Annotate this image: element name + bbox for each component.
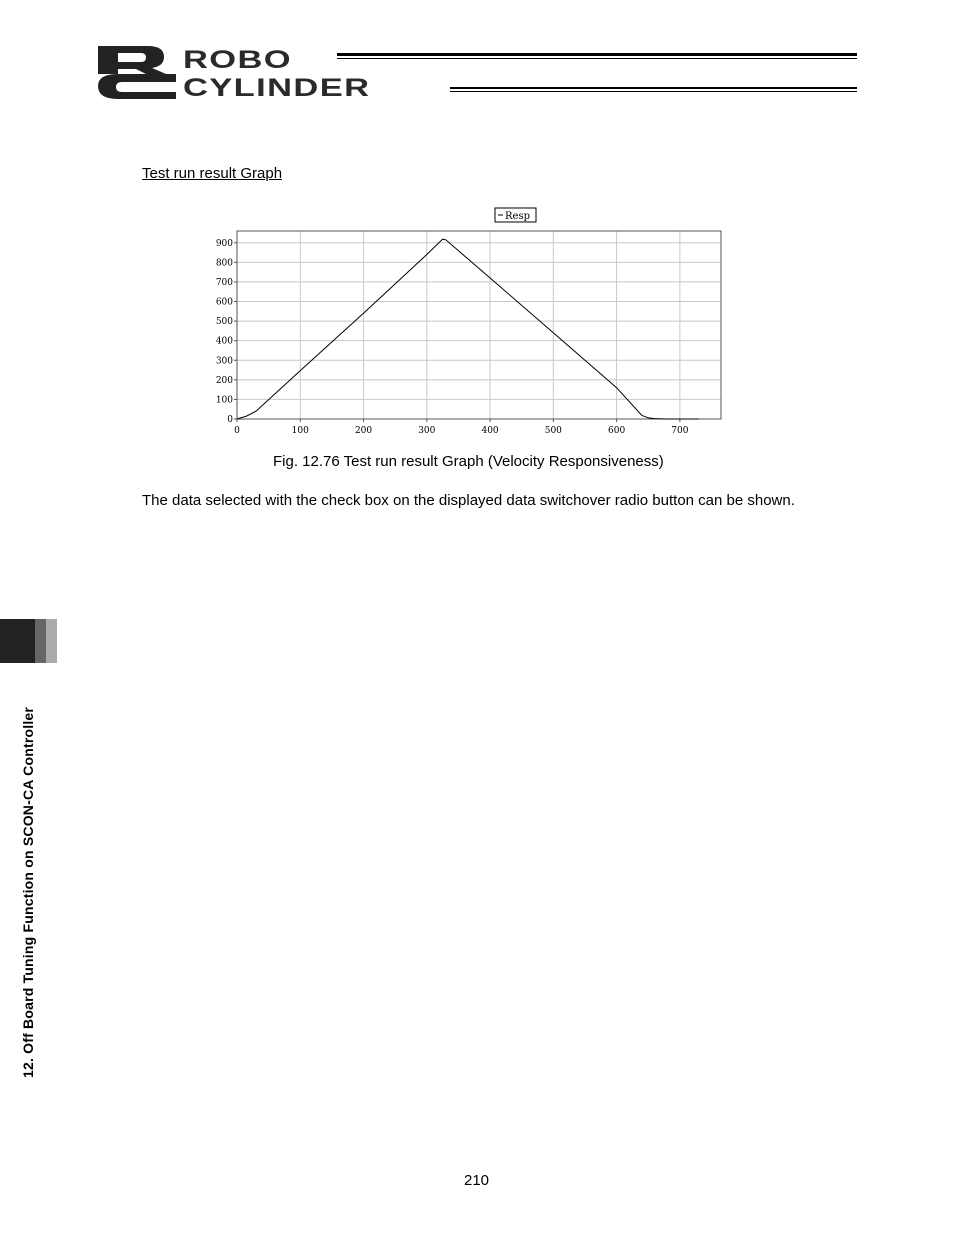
figure-caption: Fig. 12.76 Test run result Graph (Velocity Responsiveness) [273, 453, 664, 470]
x-tick-label: 700 [671, 426, 689, 436]
header-rule-bottom-thick [450, 87, 857, 89]
section-heading: Test run result Graph [142, 165, 283, 182]
series-line-resp [237, 239, 699, 419]
y-tick-label: 900 [215, 238, 233, 249]
chapter-tab-block [0, 619, 35, 663]
y-tick-label: 800 [215, 258, 233, 269]
y-tick-label: 200 [215, 375, 233, 386]
header-rule-bottom-thin [450, 91, 857, 92]
page-number: 210 [464, 1172, 490, 1189]
chart-ticks [216, 239, 689, 436]
x-tick-label: 0 [234, 426, 240, 436]
chapter-tab-shade-light [46, 619, 57, 663]
rc-logo-icon [96, 44, 178, 100]
x-tick-label: 100 [291, 426, 309, 436]
y-tick-label: 700 [215, 277, 233, 288]
x-tick-label: 600 [608, 426, 626, 436]
legend-label-resp: Resp [505, 211, 530, 222]
x-tick-label: 400 [481, 426, 499, 436]
chapter-tab-shade-dark [35, 619, 46, 663]
x-tick-label: 200 [354, 426, 373, 436]
y-tick-label: 500 [215, 317, 233, 328]
chart-series [237, 239, 699, 419]
chart-legend [495, 208, 536, 222]
header-rule-top-thin [337, 58, 857, 59]
velocity-response-chart [210, 203, 730, 438]
y-tick-label: 100 [215, 395, 233, 406]
x-tick-label: 500 [544, 426, 562, 436]
plot-frame [237, 231, 721, 419]
header-rule-top-thick [337, 53, 857, 56]
y-tick-label: 0 [227, 415, 233, 425]
chart-grid [237, 231, 721, 419]
y-tick-label: 600 [215, 297, 233, 308]
chapter-side-label: 12. Off Board Tuning Function on SCON-CA Controller [20, 706, 36, 1078]
x-tick-label: 300 [418, 426, 436, 436]
brand-line-cylinder: CYLINDER [183, 74, 371, 102]
y-tick-label: 300 [215, 356, 233, 367]
y-tick-label: 400 [215, 336, 233, 347]
body-paragraph: The data selected with the check box on the displayed data switchover radio button can be shown. [142, 492, 795, 509]
brand-line-robo: ROBO [183, 46, 293, 74]
